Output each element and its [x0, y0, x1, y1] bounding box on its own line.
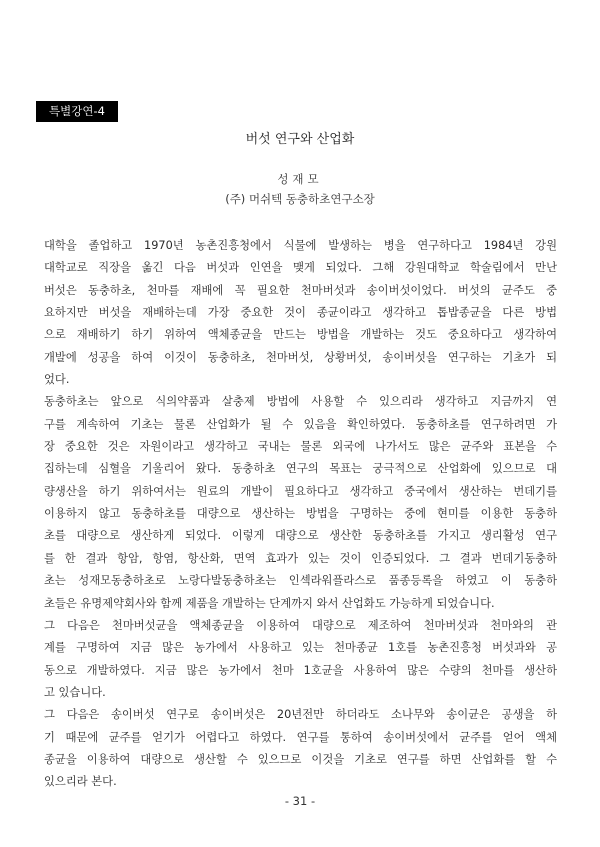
text-line: 초를 대량으로 생산하게 되었다. 이렇게 대량으로 생산한 동충하초를 가지고 생리활성 연구 — [44, 529, 557, 543]
text-line: 기 때문에 균주를 얻기가 어렵다고 하였다. 연구를 통하여 송이버섯에서 균주를 얻어 액체 — [44, 730, 557, 744]
text-line: 있으리라 본다. — [44, 775, 117, 789]
text-line: 버섯은 동충하초, 천마를 재배에 꼭 필요한 천마버섯과 송이버섯이었다. 버섯의 균주도 중 — [44, 283, 557, 297]
text-line: 요하지만 버섯을 재배하는데 가장 중요한 것이 종균이라고 생각하고 톱밥종균을 다른 방법 — [44, 306, 557, 320]
text-line: 량생산을 하기 위하여서는 원료의 개발이 필요하다고 생각하고 중국에서 생산하는 번데기를 — [44, 484, 557, 498]
body-text — [44, 235, 557, 794]
text-line: 대학교로 직장을 옮긴 다음 버섯과 인연을 맺게 되었다. 그해 강원대학교 학술림에서 만난 — [44, 261, 557, 275]
text-line: 장 중요한 것은 자원이라고 생각하고 국내는 물론 외국에 나가서도 많은 균주와 표본을 수 — [44, 440, 557, 454]
text-line: 개발에 성공을 하여 이것이 동충하초, 천마버섯, 상황버섯, 송이버섯을 연구하는 기초가 되 — [44, 350, 557, 364]
text-line: 초는 성재모동충하초로 노랑다발동충하초는 인섹라워플라스로 품종등록을 하였고 이 동충하 — [44, 574, 557, 588]
text-line: 동충하초는 앞으로 식의약품과 살충제 방법에 사용할 수 있으리라 생각하고 지금까지 연 — [44, 395, 557, 409]
text-line: 그 다음은 송이버섯 연구로 송이버섯은 20년전만 하더라도 소나무와 송이균은 공생을 하 — [44, 708, 557, 722]
section-badge: 특별강연-4 — [36, 101, 118, 122]
text-line: 초들은 유명제약회사와 함께 제품을 개발하는 단계까지 와서 산업화도 가능하게 되었습니다. — [44, 596, 495, 610]
text-line: 동으로 개발하였다. 지금 많은 농가에서 천마 1호균을 사용하여 많은 수량의 천마를 생산하 — [44, 663, 557, 677]
page-number: - 31 - — [284, 794, 316, 808]
text-line: 구를 계속하여 기초는 물론 산업화가 될 수 있음을 확인하였다. 동충하초를 연구하려면 가 — [44, 417, 557, 431]
text-line: 고 있습니다. — [44, 685, 106, 699]
author-name: 성재모 — [277, 172, 323, 186]
text-line: 었다. — [44, 373, 70, 387]
text-line: 를 한 결과 항암, 항염, 항산화, 면역 효과가 있는 것이 인증되었다. 그 결과 번데기동충하 — [44, 551, 557, 565]
text-line: 이용하지 않고 동충하초를 대량으로 생산하는 방법을 구명하는 중에 현미를 이용한 동충하 — [44, 507, 557, 521]
text-line: 대학을 졸업하고 1970년 농촌진흥청에서 식물에 발생하는 병을 연구하다고 1984년 강원 — [44, 239, 557, 252]
text-line: 집하는데 심혈을 기울리어 왔다. 동충하초 연구의 목표는 궁극적으로 산업화에 있으므로 대 — [44, 462, 557, 476]
lecture-title: 버섯 연구와 산업화 — [245, 132, 355, 147]
author-affiliation: (주) 머쉬텍 동충하초연구소장 — [225, 192, 375, 206]
text-line: 그 다음은 천마버섯균을 액체종균을 이용하여 대량으로 제조하여 천마버섯과 천마와의 관 — [44, 618, 557, 632]
text-line: 계를 구명하여 지금 많은 농가에서 사용하고 있는 천마종균 1호를 농촌진흥청 버섯과와 공 — [44, 641, 557, 655]
text-line: 으로 재배하기 하기 위하여 액체종균을 만드는 방법을 개발하는 것도 중요하다고 생각하여 — [44, 328, 557, 342]
text-line: 종균을 이용하여 대량으로 생산할 수 있으므로 이것을 기초로 연구를 하면 산업화를 할 수 — [44, 752, 557, 766]
